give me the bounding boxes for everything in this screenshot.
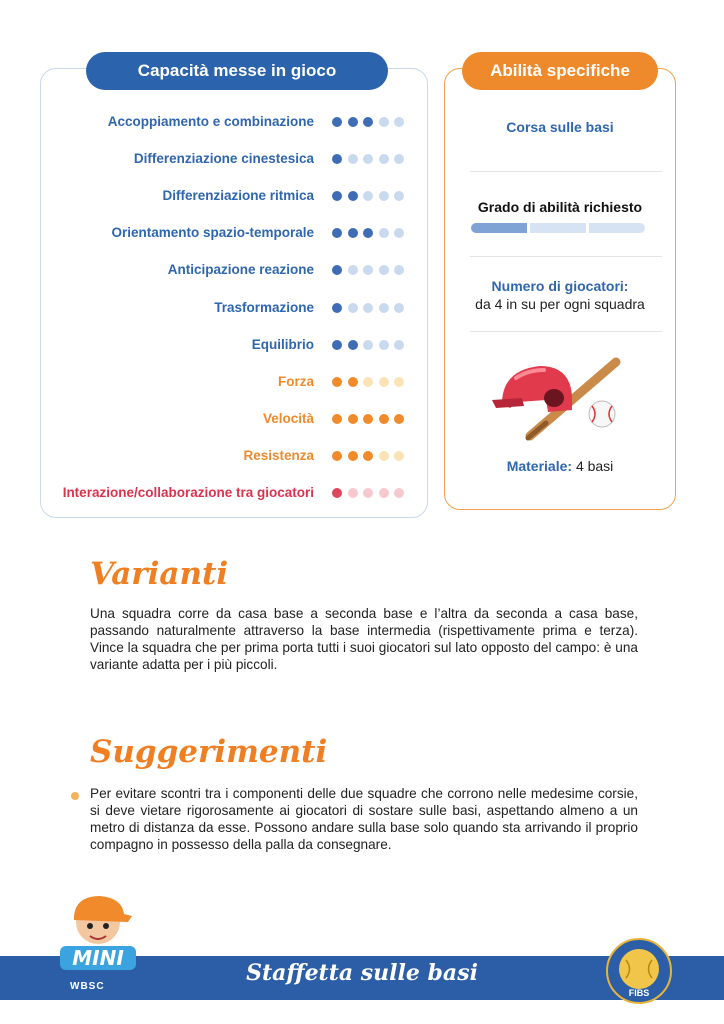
suggerimenti-text: Per evitare scontri tra i componenti delle due squadre che corrono nelle medesime corsie, si deve vietare rigorosamente ai giocatori di sostare sulle basi, aspettando almeno a un metro di distanza da esse. Possono andare sulla base solo quando sta arrivando il proprio compagno in possesso della palla da consegnare. [90, 786, 638, 852]
level-dot [379, 265, 389, 275]
level-dot [394, 117, 404, 127]
capacita-row [40, 298, 426, 318]
level-dot [379, 117, 389, 127]
level-dot [394, 303, 404, 313]
grado-bar-segment [589, 223, 645, 233]
capacita-row [40, 223, 426, 243]
capacita-row [40, 260, 426, 280]
level-dot [332, 340, 342, 350]
capacita-row [40, 409, 426, 429]
level-dot [348, 154, 358, 164]
level-dot [379, 377, 389, 387]
level-dot [332, 228, 342, 238]
level-dot [332, 488, 342, 498]
level-dot [348, 265, 358, 275]
level-dot [363, 414, 373, 424]
level-dot [363, 451, 373, 461]
fibs-logo [606, 938, 672, 1004]
level-dot [379, 154, 389, 164]
footer-title: Staffetta sulle basi [246, 960, 478, 986]
level-dot [379, 191, 389, 201]
capacita-label: Interazione/collaborazione tra giocatori [62, 485, 314, 500]
level-dot [394, 451, 404, 461]
skill-name: Corsa sulle basi [506, 119, 614, 135]
capacita-row [40, 483, 426, 503]
capacita-label: Accoppiamento e combinazione [107, 114, 314, 129]
level-dot [363, 340, 373, 350]
level-dot [332, 377, 342, 387]
capacita-header: Capacità messe in gioco [86, 52, 388, 90]
level-dot [363, 303, 373, 313]
level-dot [394, 228, 404, 238]
materiale-label: Materiale: [506, 458, 573, 474]
bullet-icon [71, 792, 79, 800]
mini-logo-text: MINI [72, 946, 124, 970]
level-dot [379, 340, 389, 350]
level-dot [363, 154, 373, 164]
abilita-header: Abilità specifiche [462, 52, 658, 90]
materiale-value: 4 basi [575, 458, 614, 474]
level-dot [332, 191, 342, 201]
grado-label: Grado di abilità richiesto [477, 199, 643, 215]
level-dot [379, 303, 389, 313]
capacita-row [40, 372, 426, 392]
fibs-text: FIBS [628, 988, 650, 998]
capacita-label: Resistenza [243, 447, 314, 463]
level-dot [394, 191, 404, 201]
capacita-label: Equilibrio [251, 336, 314, 352]
capacita-label: Velocità [262, 410, 314, 426]
capacita-row [40, 112, 426, 132]
level-dot [394, 414, 404, 424]
level-dot [394, 154, 404, 164]
level-dot [332, 117, 342, 127]
grado-bar-segment [471, 223, 527, 233]
level-dot [379, 414, 389, 424]
level-dot [363, 488, 373, 498]
level-dot [348, 228, 358, 238]
level-dot [363, 117, 373, 127]
level-dot [379, 228, 389, 238]
capacita-label: Forza [277, 373, 314, 389]
varianti-text: Una squadra corre da casa base a seconda base e l’altra da seconda a casa base, passando naturalmente attraverso la base intermedia (rispettivamente prima e terza). Vince la squadra che per prima porta tutti i suoi giocatori sul lato opposto del campo: è una variante adatta per i più piccoli. [90, 606, 638, 672]
materiale-line [444, 458, 676, 474]
separator [470, 256, 662, 257]
level-dot [394, 265, 404, 275]
level-dot [348, 414, 358, 424]
capacita-label: Orientamento spazio-temporale [111, 225, 314, 241]
level-dot [363, 228, 373, 238]
level-dot [348, 377, 358, 387]
level-dot [332, 265, 342, 275]
level-dot [394, 340, 404, 350]
level-dot [363, 191, 373, 201]
level-dot [348, 340, 358, 350]
separator [470, 331, 662, 332]
level-dot [332, 303, 342, 313]
capacita-row [40, 186, 426, 206]
mini-mascot-logo [58, 892, 138, 984]
separator [470, 171, 662, 172]
capacita-label: Differenziazione cinestesica [133, 151, 314, 167]
level-dot [363, 265, 373, 275]
level-dot [394, 488, 404, 498]
grado-bar-segment [530, 223, 586, 233]
capacita-row [40, 335, 426, 355]
level-dot [332, 414, 342, 424]
level-dot [332, 154, 342, 164]
giocatori-label: Numero di giocatori: [491, 278, 629, 294]
level-dot [363, 377, 373, 387]
helmet-bat-ball-icon [488, 352, 628, 447]
varianti-title: Varianti [90, 556, 229, 592]
level-dot [332, 451, 342, 461]
wbsc-label: WBSC [70, 981, 105, 992]
level-dot [348, 488, 358, 498]
capacita-row [40, 149, 426, 169]
capacita-label: Differenziazione ritmica [162, 188, 314, 204]
capacita-label: Trasformazione [214, 299, 314, 315]
level-dot [348, 303, 358, 313]
level-dot [348, 451, 358, 461]
level-dot [348, 117, 358, 127]
capacita-label: Anticipazione reazione [167, 262, 314, 278]
suggerimenti-title: Suggerimenti [90, 734, 328, 770]
level-dot [379, 451, 389, 461]
capacita-row [40, 446, 426, 466]
level-dot [379, 488, 389, 498]
giocatori-value: da 4 in su per ogni squadra [475, 296, 645, 312]
level-dot [348, 191, 358, 201]
level-dot [394, 377, 404, 387]
